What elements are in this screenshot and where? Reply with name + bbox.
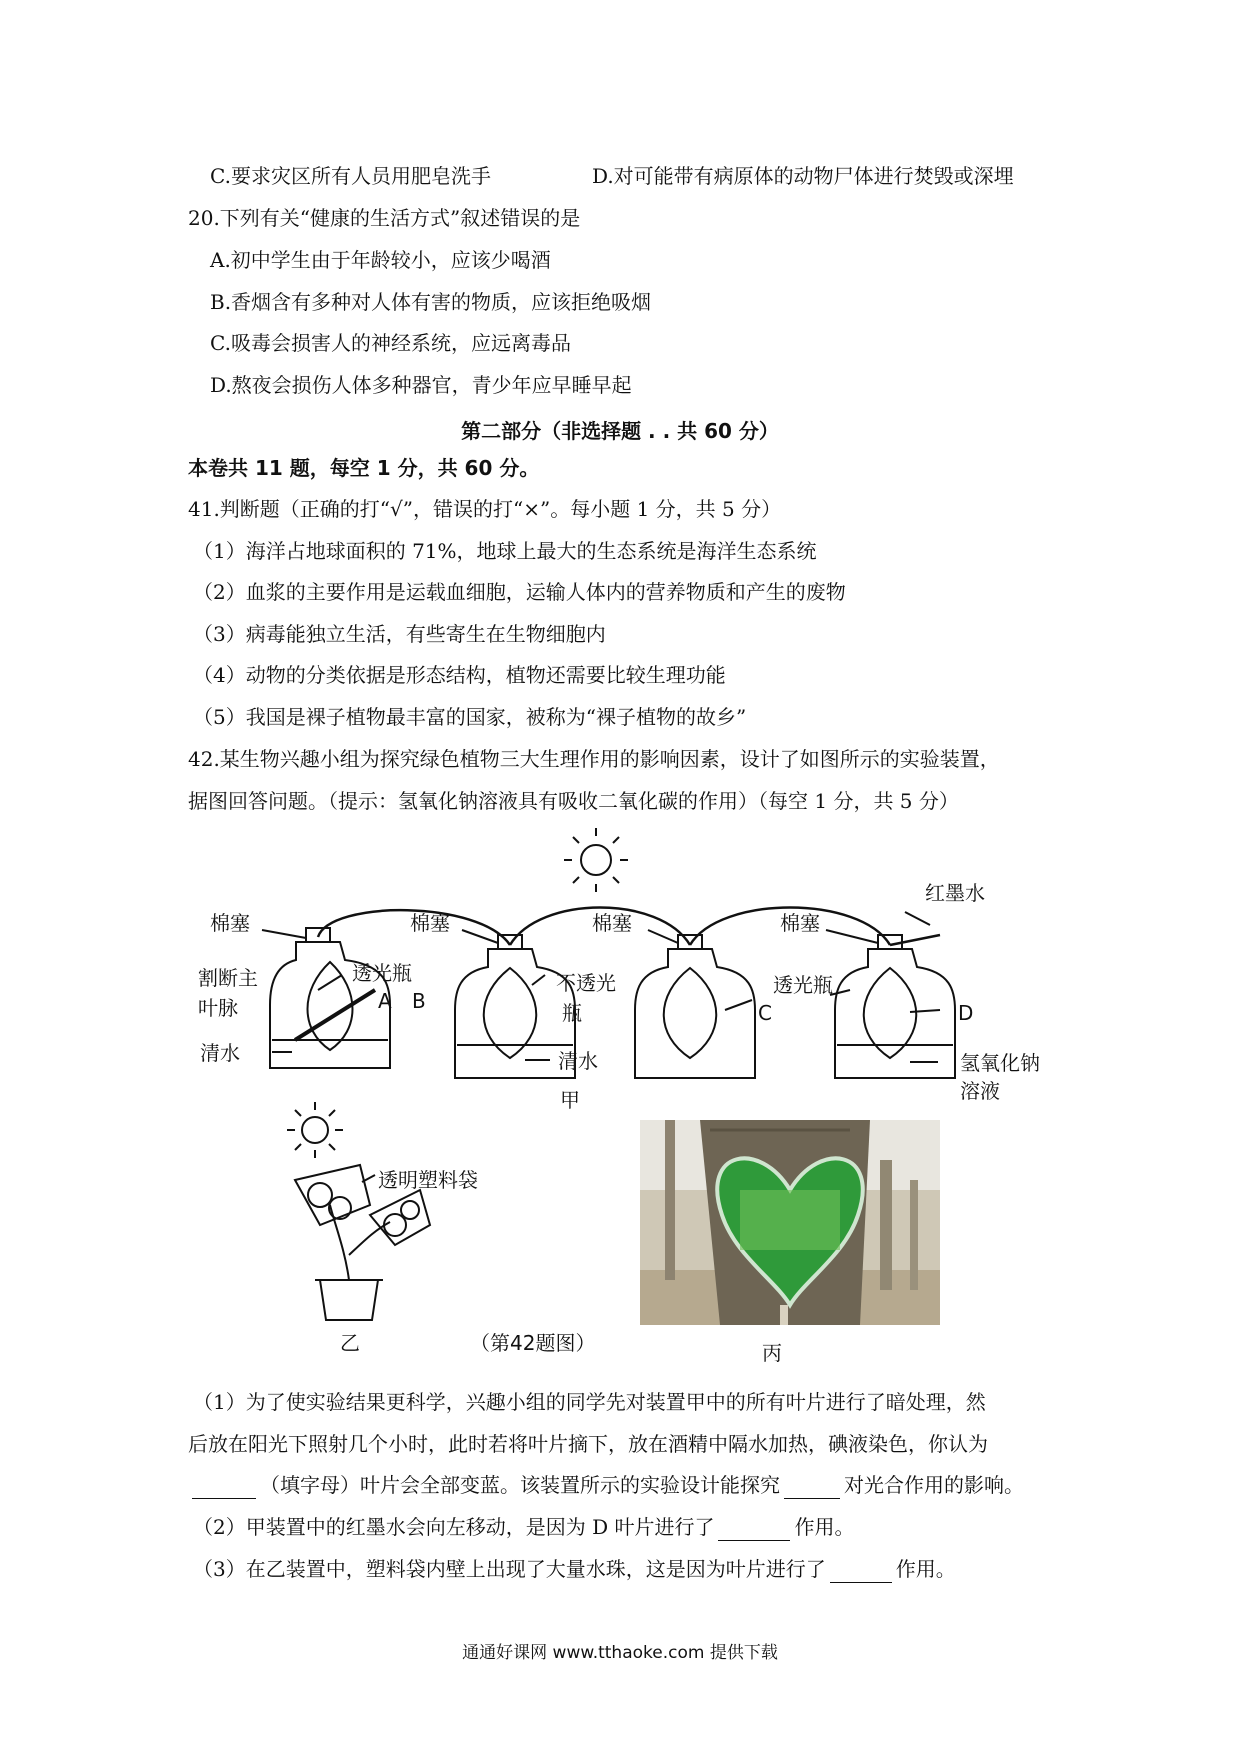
q20-option-a: A.初中学生由于年龄较小，应该少喝酒 <box>210 248 551 272</box>
bottle-1 <box>270 928 390 1068</box>
label-opaque-2: 瓶 <box>562 1001 582 1025</box>
answer-blank-2[interactable] <box>784 1478 840 1499</box>
q41-stem: 41.判断题（正确的打“√”，错误的打“×”。每小题 1 分，共 5 分） <box>188 497 782 521</box>
tree-drip-bag-photo <box>640 1120 940 1325</box>
label-caption: （第42题图） <box>470 1331 596 1355</box>
label-bing: 丙 <box>762 1341 782 1365</box>
q42-sub2: （2）甲装置中的红墨水会向左移动，是因为 D 叶片进行了 作用。 <box>193 1515 855 1539</box>
q41-item-5: （5）我国是裸子植物最丰富的国家，被称为“裸子植物的故乡” <box>193 705 747 729</box>
label-red-ink: 红墨水 <box>925 881 985 905</box>
potted-plant <box>295 1165 430 1320</box>
q42-sub1-line2: 后放在阳光下照射几个小时，此时若将叶片摘下，放在酒精中隔水加热，碘液染色，你认为 <box>188 1432 988 1456</box>
label-clear-bottle-1: 透光瓶 <box>352 961 412 985</box>
q20-stem: 20.下列有关“健康的生活方式”叙述错误的是 <box>188 206 581 230</box>
q42-sub3: （3）在乙装置中，塑料袋内壁上出现了大量水珠，这是因为叶片进行了 作用。 <box>193 1557 956 1581</box>
bottle-3 <box>635 935 755 1078</box>
answer-blank-1[interactable] <box>192 1478 256 1499</box>
label-opaque-1: 不透光 <box>556 971 616 995</box>
q20-option-b: B.香烟含有多种对人体有害的物质，应该拒绝吸烟 <box>210 290 652 314</box>
q19-option-d: D.对可能带有病原体的动物尸体进行焚毁或深埋 <box>592 164 1014 188</box>
q41-item-4: （4）动物的分类依据是形态结构，植物还需要比较生理功能 <box>193 663 726 687</box>
label-b: B <box>412 989 426 1013</box>
bottle-4 <box>835 935 955 1078</box>
bottle-2 <box>455 935 575 1078</box>
q42-sub1-line3: （填字母）叶片会全部变蓝。该装置所示的实验设计能探究 对光合作用的影响。 <box>188 1471 1024 1499</box>
label-bag: 透明塑料袋 <box>378 1168 478 1192</box>
label-yi: 乙 <box>340 1331 360 1355</box>
label-c: C <box>758 1001 772 1025</box>
label-clear-bottle-2: 透光瓶 <box>773 973 833 997</box>
q41-item-2: （2）血浆的主要作用是运载血细胞，运输人体内的营养物质和产生的废物 <box>193 580 846 604</box>
q42-sub1-line1: （1）为了使实验结果更科学，兴趣小组的同学先对装置甲中的所有叶片进行了暗处理，然 <box>193 1390 986 1414</box>
label-cut-vein-1: 割断主 <box>198 966 258 990</box>
q42-stem-line2: 据图回答问题。（提示：氢氧化钠溶液具有吸收二氧化碳的作用）（每空 1 分，共 5 分） <box>188 789 959 813</box>
sun-icon <box>564 828 628 892</box>
label-jia: 甲 <box>560 1088 580 1112</box>
part2-note: 本卷共 11 题，每空 1 分，共 60 分。 <box>188 456 540 480</box>
label-cut-vein-2: 叶脉 <box>198 996 238 1020</box>
q19-option-c: C.要求灾区所有人员用肥皂洗手 <box>210 164 491 188</box>
answer-blank-3[interactable] <box>718 1520 790 1541</box>
label-d: D <box>958 1001 974 1025</box>
label-naoh-1: 氢氧化钠 <box>960 1051 1040 1075</box>
label-cotton-4: 棉塞 <box>780 911 820 935</box>
q42-stem-line1: 42.某生物兴趣小组为探究绿色植物三大生理作用的影响因素，设计了如图所示的实验装置， <box>188 747 1000 771</box>
answer-blank-4[interactable] <box>830 1562 892 1583</box>
label-cotton-3: 棉塞 <box>592 911 632 935</box>
q41-item-3: （3）病毒能独立生活，有些寄生在生物细胞内 <box>193 622 606 646</box>
label-water-1: 清水 <box>200 1041 240 1065</box>
label-a: A <box>378 989 392 1013</box>
label-water-2: 清水 <box>558 1049 598 1073</box>
q20-option-d: D.熬夜会损伤人体多种器官，青少年应早睡早起 <box>210 373 632 397</box>
q20-option-c: C.吸毒会损害人的神经系统，应远离毒品 <box>210 331 571 355</box>
label-cotton-2: 棉塞 <box>410 911 450 935</box>
sun-icon-2 <box>287 1102 343 1158</box>
footer-source: 通通好课网 www.tthaoke.com 提供下载 <box>462 1643 778 1663</box>
part2-title: 第二部分（非选择题 . . 共 60 分） <box>461 419 779 443</box>
q41-item-1: （1）海洋占地球面积的 71%，地球上最大的生态系统是海洋生态系统 <box>193 539 817 563</box>
label-naoh-2: 溶液 <box>960 1079 1000 1103</box>
label-cotton-1: 棉塞 <box>210 911 250 935</box>
